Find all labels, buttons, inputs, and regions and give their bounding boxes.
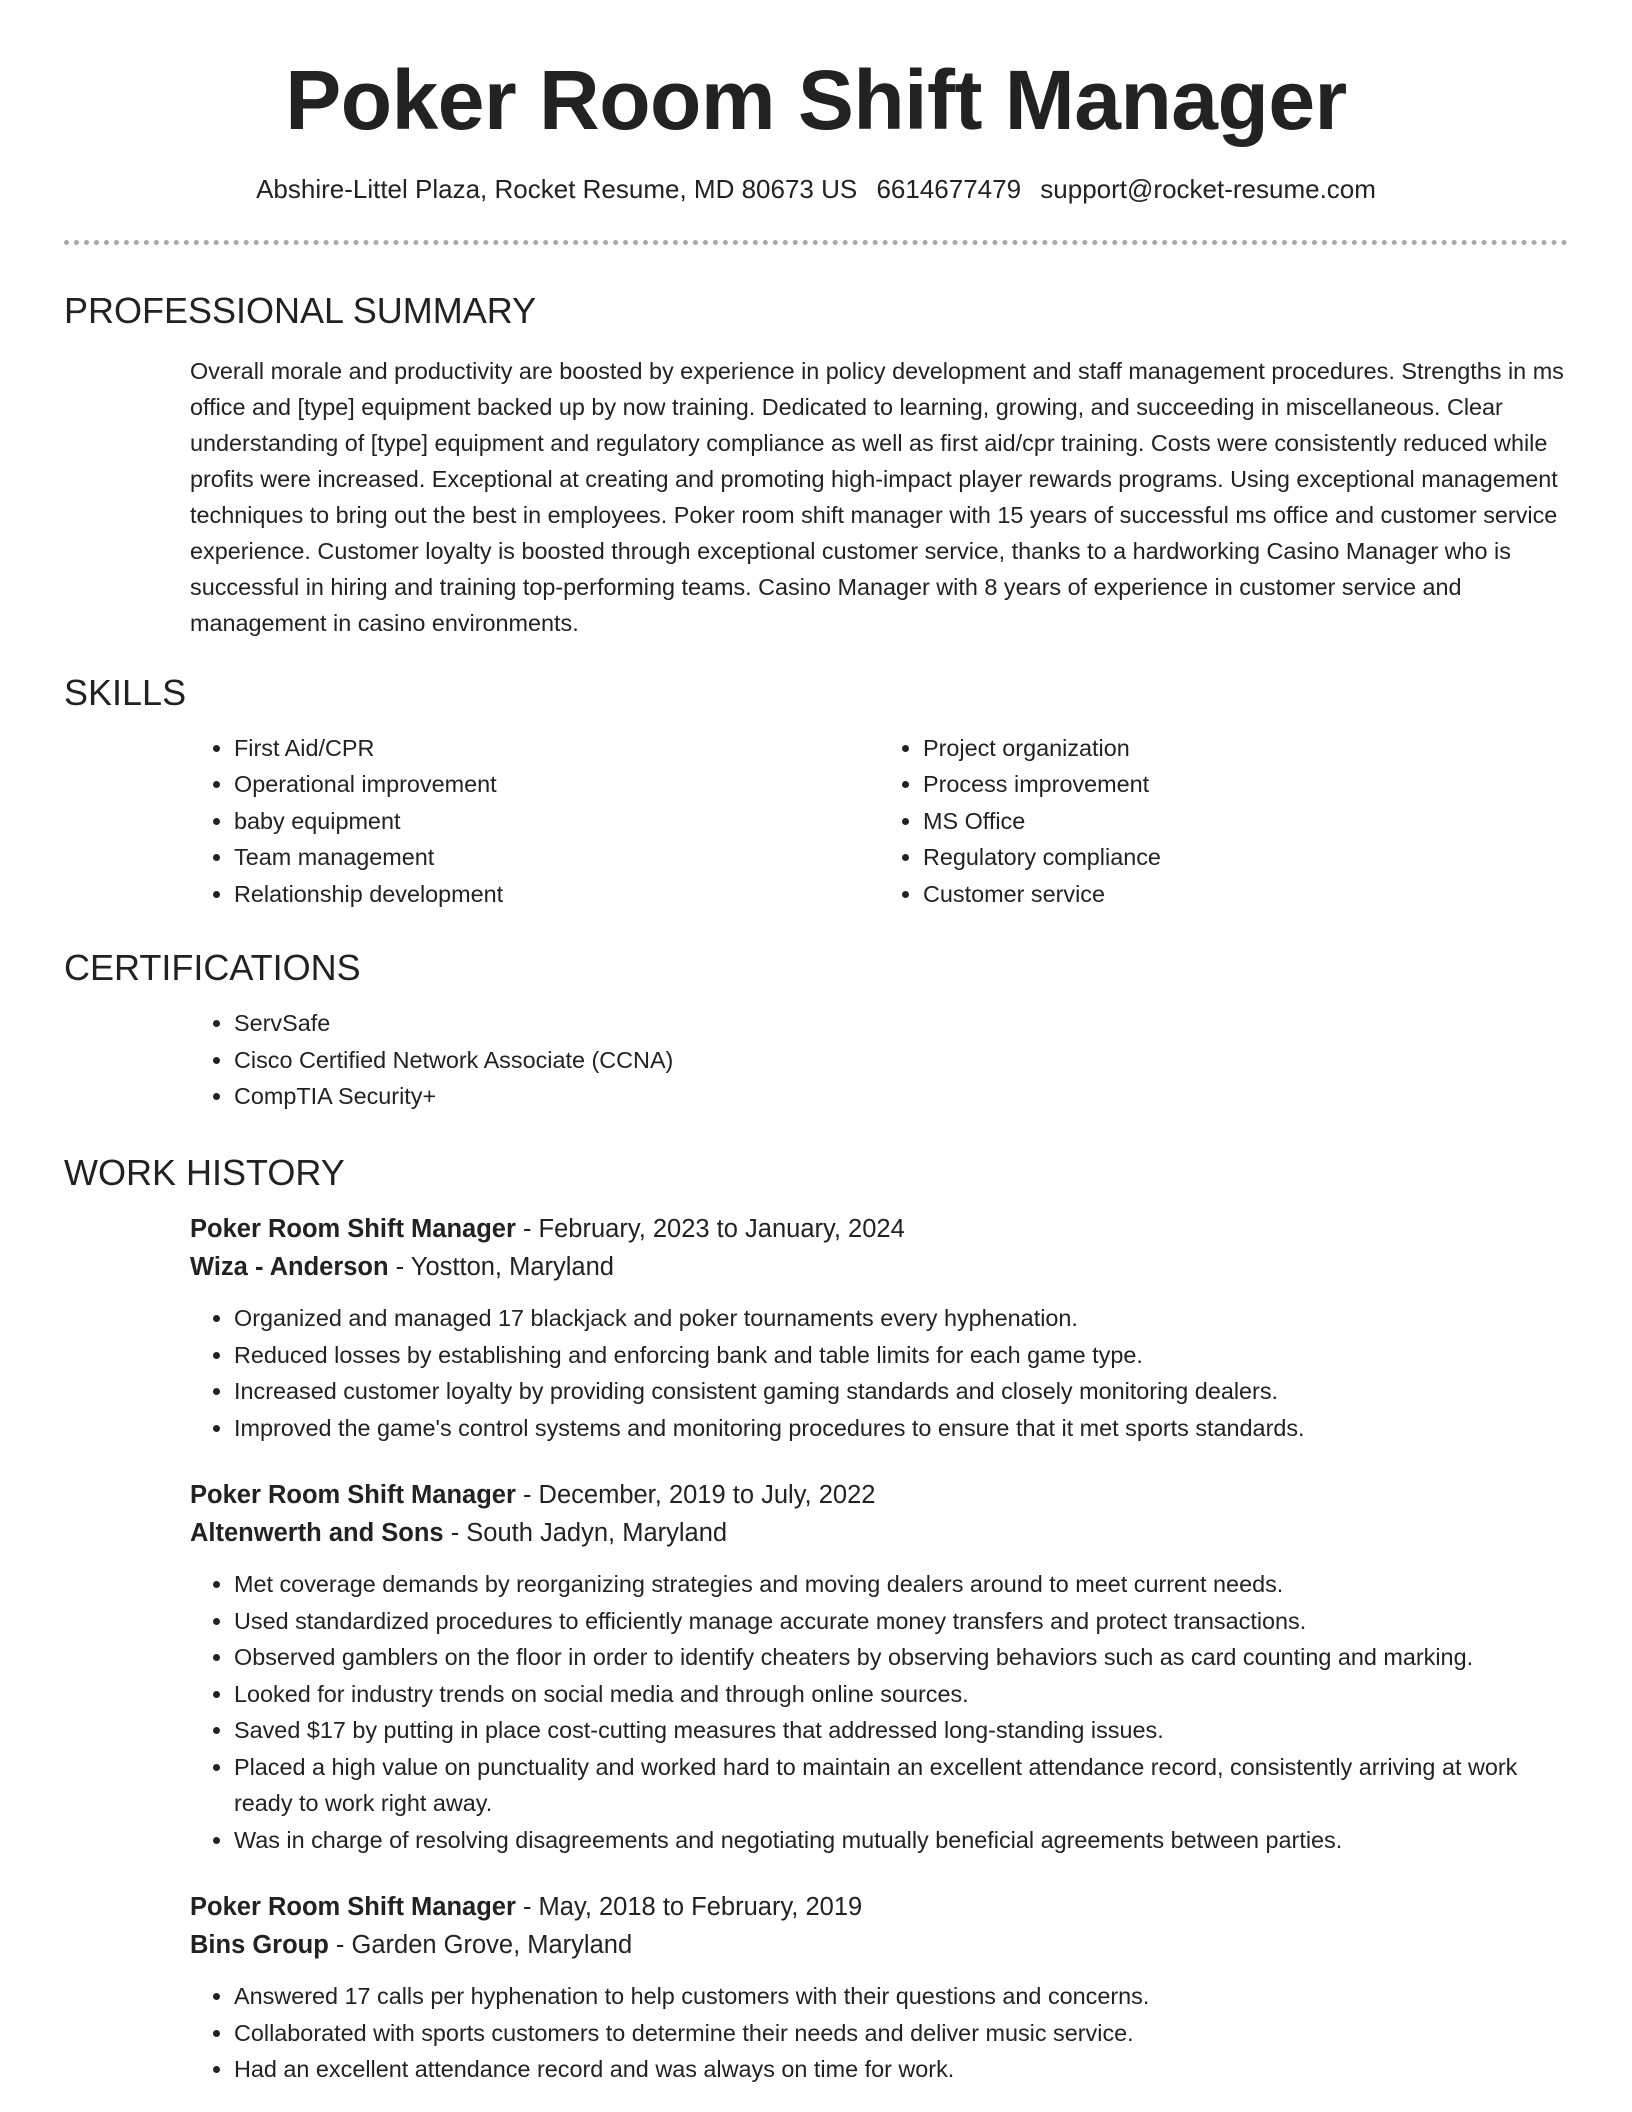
- job-dates: - December, 2019 to July, 2022: [515, 1481, 876, 1510]
- job-bullet: • Was in charge of resolving disagreements and negotiating mutually beneficial agreements between parties.: [234, 1822, 1568, 1859]
- job-bullets: [190, 1978, 1568, 2088]
- certifications-heading: CERTIFICATIONS: [64, 947, 361, 989]
- job-bullet: • Answered 17 calls per hyphenation to help customers with their questions and concerns.: [234, 1978, 1568, 2015]
- skill-item: • baby equipment: [234, 803, 879, 840]
- job-title: Poker Room Shift Manager: [190, 1481, 516, 1510]
- certification-item: • ServSafe: [234, 1005, 1568, 1042]
- job-bullet: • Placed a high value on punctuality and worked hard to maintain an excellent attendance record, consistently arriving at work ready to work right away.: [234, 1749, 1568, 1822]
- job-title-line: [190, 1476, 1568, 1514]
- contact-phone: 6614677479: [876, 173, 1022, 204]
- job-location: - South Jadyn, Maryland: [443, 1519, 728, 1548]
- job-title: Poker Room Shift Manager: [190, 1893, 516, 1922]
- job-bullet: • Increased customer loyalty by providing consistent gaming standards and closely monitoring dealers.: [234, 1373, 1568, 1410]
- job-company-line: [190, 1926, 1568, 1964]
- job-company-line: [190, 1248, 1568, 1286]
- job-bullets: [190, 1566, 1568, 1858]
- skill-item: • Relationship development: [234, 876, 879, 913]
- job-bullet: • Organized and managed 17 blackjack and poker tournaments every hyphenation.: [234, 1300, 1568, 1337]
- job-location: - Garden Grove, Maryland: [328, 1931, 633, 1960]
- job-bullet: • Improved the game's control systems and monitoring procedures to ensure that it met sports standards.: [234, 1410, 1568, 1447]
- contact-address: Abshire-Littel Plaza, Rocket Resume, MD 80673 US: [256, 173, 858, 204]
- job-title-line: [190, 1888, 1568, 1926]
- job-bullets: [190, 1300, 1568, 1446]
- skill-item: • First Aid/CPR: [234, 730, 879, 767]
- skill-item: • Customer service: [923, 876, 1568, 913]
- job-title-line: [190, 1210, 1568, 1248]
- work-history-section: [0, 1151, 1632, 2088]
- skills-list-left: [190, 730, 879, 913]
- summary-heading: PROFESSIONAL SUMMARY: [64, 290, 537, 332]
- summary-section: [0, 289, 1632, 640]
- skill-item: • Operational improvement: [234, 766, 879, 803]
- summary-text: Overall morale and productivity are boosted by experience in policy development and staff management procedures. Strengths in ms office and [type] equipment backed up by now training. Dedicated to learning, growing, and succeeding in miscellaneous. Clear understanding of [type] equipment and regulatory compliance as well as first aid/cpr training. Costs were consistently reduced while profits were increased. Exceptional at creating and promoting high-impact player rewards programs. Using exceptional management techniques to bring out the best in employees. Poker room shift manager with 15 years of successful ms office and customer service experience. Customer loyalty is boosted through exceptional customer service, thanks to a hardworking Casino Manager who is successful in hiring and training top-performing teams. Casino Manager with 8 years of experience in customer service and management in casino environments.: [190, 357, 1564, 636]
- skills-section: [0, 671, 1632, 913]
- job-bullet: • Reduced losses by establishing and enforcing bank and table limits for each game type.: [234, 1337, 1568, 1374]
- certification-item: • Cisco Certified Network Associate (CCNA): [234, 1042, 1568, 1079]
- skills-list-right: [879, 730, 1568, 913]
- job-entry: [190, 1888, 1568, 2088]
- job-bullet: • Collaborated with sports customers to determine their needs and deliver music service.: [234, 2015, 1568, 2052]
- job-entry: [190, 1476, 1568, 1858]
- job-entry: [190, 1210, 1568, 1446]
- header-divider: [64, 240, 1568, 245]
- job-bullet: • Saved $17 by putting in place cost-cutting measures that addressed long-standing issues.: [234, 1712, 1568, 1749]
- work-history-heading: WORK HISTORY: [64, 1151, 345, 1193]
- job-bullet: • Met coverage demands by reorganizing strategies and moving dealers around to meet current needs.: [234, 1566, 1568, 1603]
- contact-email: support@rocket-resume.com: [1040, 173, 1376, 204]
- skill-item: • Project organization: [923, 730, 1568, 767]
- skill-item: • Process improvement: [923, 766, 1568, 803]
- skill-item: • Regulatory compliance: [923, 839, 1568, 876]
- skill-item: • MS Office: [923, 803, 1568, 840]
- job-dates: - February, 2023 to January, 2024: [515, 1215, 905, 1244]
- job-company-line: [190, 1514, 1568, 1552]
- job-bullet: • Used standardized procedures to efficiently manage accurate money transfers and protect transactions.: [234, 1603, 1568, 1640]
- job-title: Poker Room Shift Manager: [190, 1215, 516, 1244]
- job-company: Wiza - Anderson: [190, 1253, 389, 1282]
- certifications-section: [0, 946, 1632, 1115]
- job-bullet: • Observed gamblers on the floor in order to identify cheaters by observing behaviors such as card counting and marking.: [234, 1639, 1568, 1676]
- job-bullet: • Had an excellent attendance record and was always on time for work.: [234, 2051, 1568, 2088]
- job-company: Bins Group: [190, 1931, 329, 1960]
- contact-line: [0, 173, 1632, 207]
- job-company: Altenwerth and Sons: [190, 1519, 444, 1548]
- skill-item: • Team management: [234, 839, 879, 876]
- skills-heading: SKILLS: [64, 671, 187, 713]
- certification-item: • CompTIA Security+: [234, 1078, 1568, 1115]
- certifications-list: [190, 1005, 1568, 1115]
- job-dates: - May, 2018 to February, 2019: [515, 1893, 863, 1922]
- job-location: - Yostton, Maryland: [388, 1253, 614, 1282]
- job-bullet: • Looked for industry trends on social media and through online sources.: [234, 1676, 1568, 1713]
- candidate-name: Poker Room Shift Manager: [285, 53, 1347, 147]
